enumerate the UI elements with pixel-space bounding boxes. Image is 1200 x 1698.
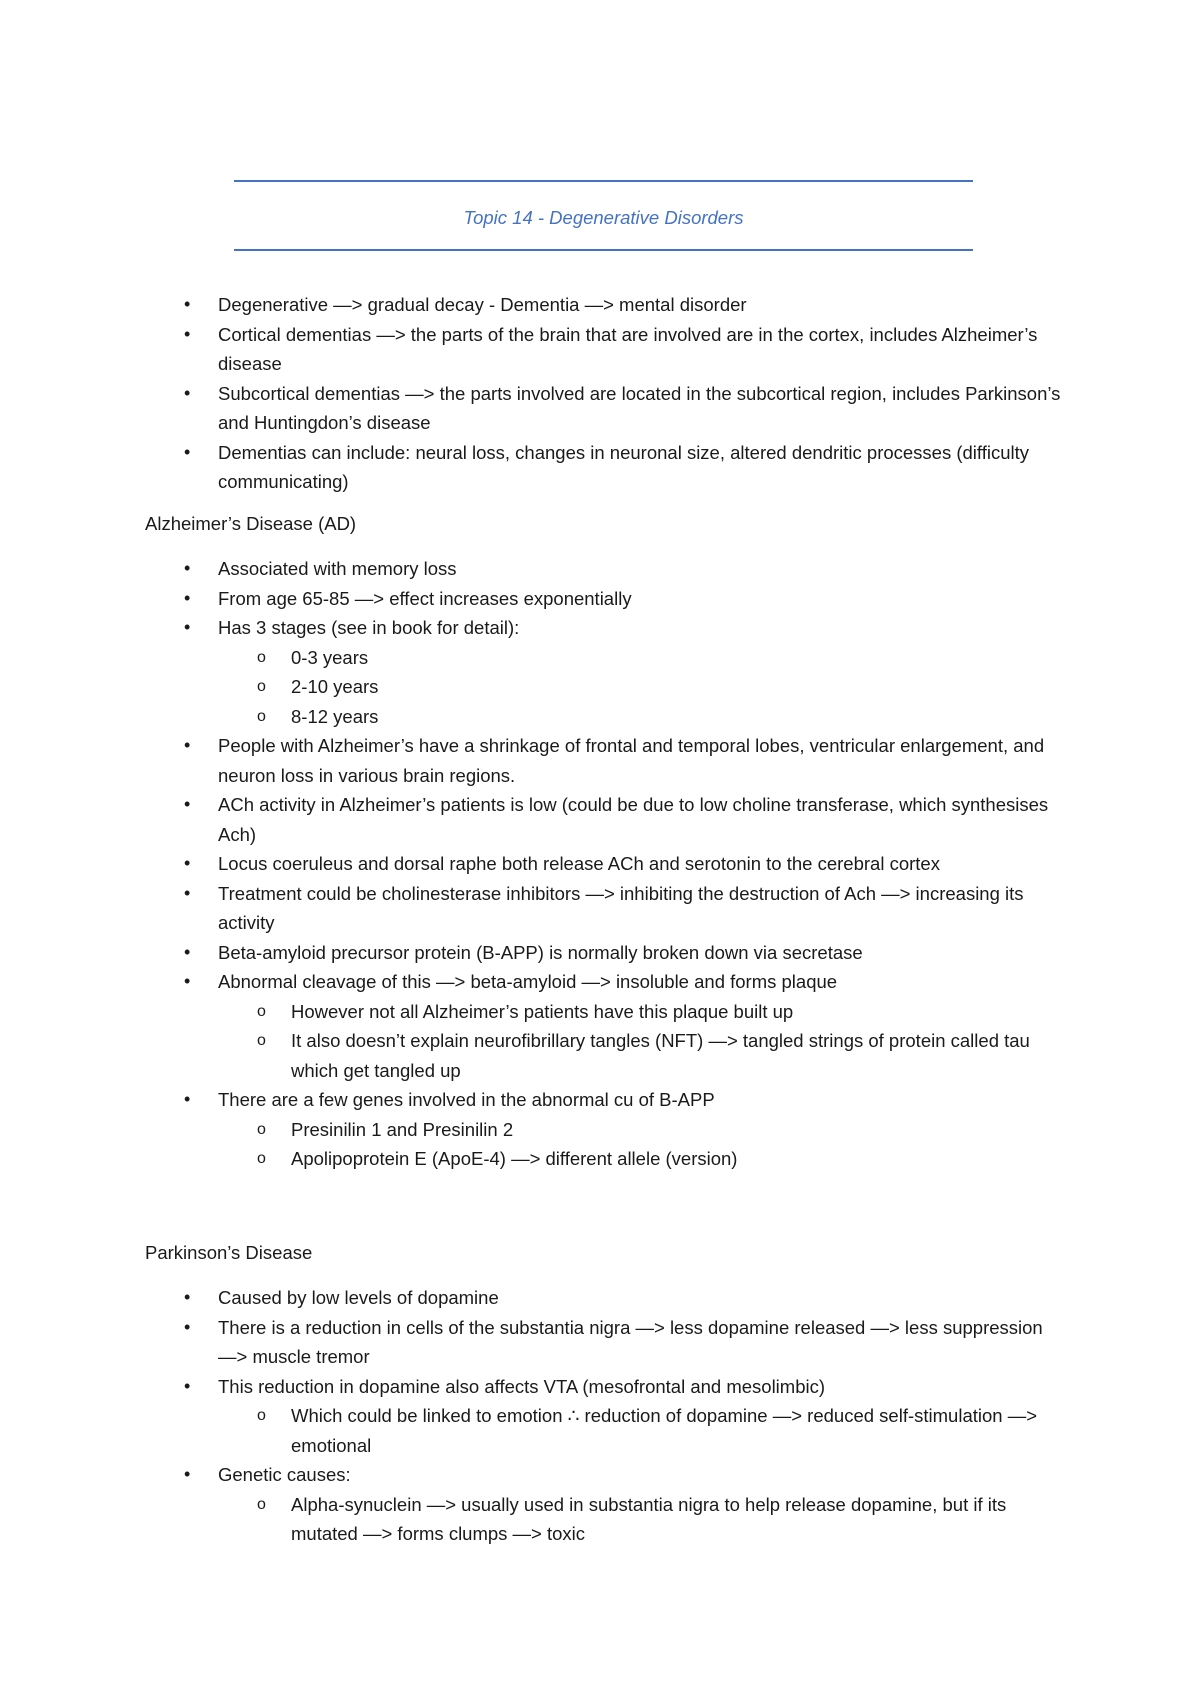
list-item-text: Associated with memory loss	[218, 558, 457, 579]
bullet-icon: •	[184, 441, 191, 462]
sub-list-item-text: 2-10 years	[291, 676, 379, 697]
bullet-icon: •	[184, 794, 191, 814]
list-item	[145, 1283, 1065, 1313]
bullet-icon: •	[184, 587, 191, 608]
section-heading-alzheimers: Alzheimer’s Disease (AD)	[145, 512, 357, 534]
sub-list-item-text: It also doesn’t explain neurofibrillary tangles (NFT) —> tangled strings of protein called tau which get tangled up	[291, 1030, 1030, 1081]
document-body	[145, 290, 1065, 1561]
list-item-text: Abnormal cleavage of this —> beta-amyloid —> insoluble and forms plaque	[218, 971, 838, 992]
sub-bullet-icon: o	[257, 1495, 266, 1513]
list-item	[145, 849, 1065, 879]
sub-list-item	[145, 643, 1065, 673]
list-item-text: Locus coeruleus and dorsal raphe both release ACh and serotonin to the cerebral cortex	[218, 853, 940, 874]
list-item	[145, 938, 1065, 968]
sub-list	[218, 1490, 1065, 1549]
sub-bullet-icon: o	[257, 1032, 266, 1049]
sub-list	[218, 643, 1065, 732]
sub-list-item-text: Which could be linked to emotion ∴ reduction of dopamine —> reduced self-stimulation —> emotional	[291, 1405, 1037, 1456]
list-item	[145, 790, 1065, 849]
list-item	[145, 613, 1065, 731]
section-heading-parkinsons: Parkinson’s Disease	[145, 1241, 313, 1263]
sub-list-item-text: 8-12 years	[291, 705, 379, 727]
list-item-text: From age 65-85 —> effect increases exponentially	[218, 587, 632, 609]
bullet-icon: •	[184, 735, 191, 755]
section-spacer	[145, 1186, 1065, 1238]
list-item	[145, 584, 1065, 614]
intro-list	[145, 290, 1065, 497]
sub-list-item-text: 0-3 years	[291, 646, 369, 668]
list-item	[145, 1372, 1065, 1461]
list-item-text: Has 3 stages (see in book for detail):	[218, 617, 520, 638]
page-title: Topic 14 - Degenerative Disorders	[463, 207, 744, 228]
sub-list-item-text: Presinilin 1 and Presinilin 2	[291, 1118, 514, 1140]
list-item-text: Treatment could be cholinesterase inhibitors —> inhibiting the destruction of Ach —> increasing its activity	[218, 882, 1024, 933]
bullet-icon: •	[184, 558, 191, 578]
list-item	[145, 290, 1065, 320]
sub-list-item-text: However not all Alzheimer’s patients have this plaque built up	[291, 1000, 794, 1022]
bullet-icon: •	[184, 941, 191, 962]
sub-list-item	[145, 702, 1065, 732]
bullet-icon: •	[184, 1287, 191, 1307]
bullet-icon: •	[184, 1375, 191, 1396]
list-item-text: Subcortical dementias —> the parts involved are located in the subcortical region, includes Parkinson’s and Huntingdon’s disease	[218, 382, 1061, 433]
list-item-text: Cortical dementias —> the parts of the brain that are involved are in the cortex, includes Alzheimer’s disease	[218, 323, 1038, 374]
list-item-text: Caused by low levels of dopamine	[218, 1287, 499, 1308]
sub-bullet-icon: o	[257, 1407, 266, 1424]
bullet-icon: •	[184, 294, 191, 314]
list-item-text: Degenerative —> gradual decay - Dementia —> mental disorder	[218, 294, 747, 315]
sub-bullet-icon: o	[257, 707, 266, 725]
sub-list	[218, 997, 1065, 1086]
list-item	[145, 731, 1065, 790]
sub-list	[218, 1115, 1065, 1174]
sub-list-item	[145, 1490, 1065, 1549]
sub-list	[218, 1401, 1065, 1460]
bullet-icon: •	[184, 1464, 191, 1484]
sub-bullet-icon: o	[257, 1120, 266, 1138]
list-item	[145, 438, 1065, 497]
list-item	[145, 1085, 1065, 1174]
list-item-text: People with Alzheimer’s have a shrinkage of frontal and temporal lobes, ventricular enlargement, and neuron loss in various brain regions.	[218, 735, 1045, 786]
list-item	[145, 320, 1065, 379]
list-item-text: Dementias can include: neural loss, changes in neuronal size, altered dendritic processes (difficulty communicating)	[218, 441, 1030, 492]
bullet-icon: •	[184, 1316, 191, 1337]
bullet-icon: •	[184, 882, 191, 903]
parkinsons-list	[145, 1283, 1065, 1549]
sub-bullet-icon: o	[257, 1150, 266, 1167]
list-item-text: This reduction in dopamine also affects VTA (mesofrontal and mesolimbic)	[218, 1375, 826, 1397]
sub-list-item-text: Alpha-synuclein —> usually used in substantia nigra to help release dopamine, but if its mutated —> forms clumps —> toxic	[291, 1493, 1007, 1544]
bullet-icon: •	[184, 1089, 191, 1109]
list-item-text: ACh activity in Alzheimer’s patients is low (could be due to low choline transferase, which synthesises Ach)	[218, 794, 1049, 845]
bullet-icon: •	[184, 971, 191, 991]
sub-list-item	[145, 1026, 1065, 1085]
title-rule-bottom	[234, 249, 973, 251]
sub-list-item	[145, 997, 1065, 1027]
sub-bullet-icon: o	[257, 648, 266, 666]
title-rule-top	[234, 180, 973, 182]
list-item	[145, 879, 1065, 938]
list-item-text: There is a reduction in cells of the substantia nigra —> less dopamine released —> less suppression —> muscle tremor	[218, 1316, 1043, 1367]
bullet-icon: •	[184, 853, 191, 873]
list-item	[145, 1460, 1065, 1549]
list-item	[145, 1313, 1065, 1372]
bullet-icon: •	[184, 382, 191, 403]
list-item-text: Genetic causes:	[218, 1464, 351, 1485]
alzheimers-list	[145, 554, 1065, 1174]
sub-list-item	[145, 1115, 1065, 1145]
sub-bullet-icon: o	[257, 678, 266, 695]
list-item	[145, 554, 1065, 584]
list-item	[145, 967, 1065, 1085]
sub-list-item-text: Apolipoprotein E (ApoE-4) —> different allele (version)	[291, 1148, 738, 1169]
sub-list-item	[145, 1144, 1065, 1174]
bullet-icon: •	[184, 323, 191, 344]
sub-list-item	[145, 672, 1065, 702]
list-item-text: There are a few genes involved in the abnormal cu of B-APP	[218, 1089, 715, 1110]
list-item	[145, 379, 1065, 438]
sub-list-item	[145, 1401, 1065, 1460]
list-item-text: Beta-amyloid precursor protein (B-APP) is normally broken down via secretase	[218, 941, 863, 963]
sub-bullet-icon: o	[257, 1002, 266, 1020]
bullet-icon: •	[184, 617, 191, 637]
